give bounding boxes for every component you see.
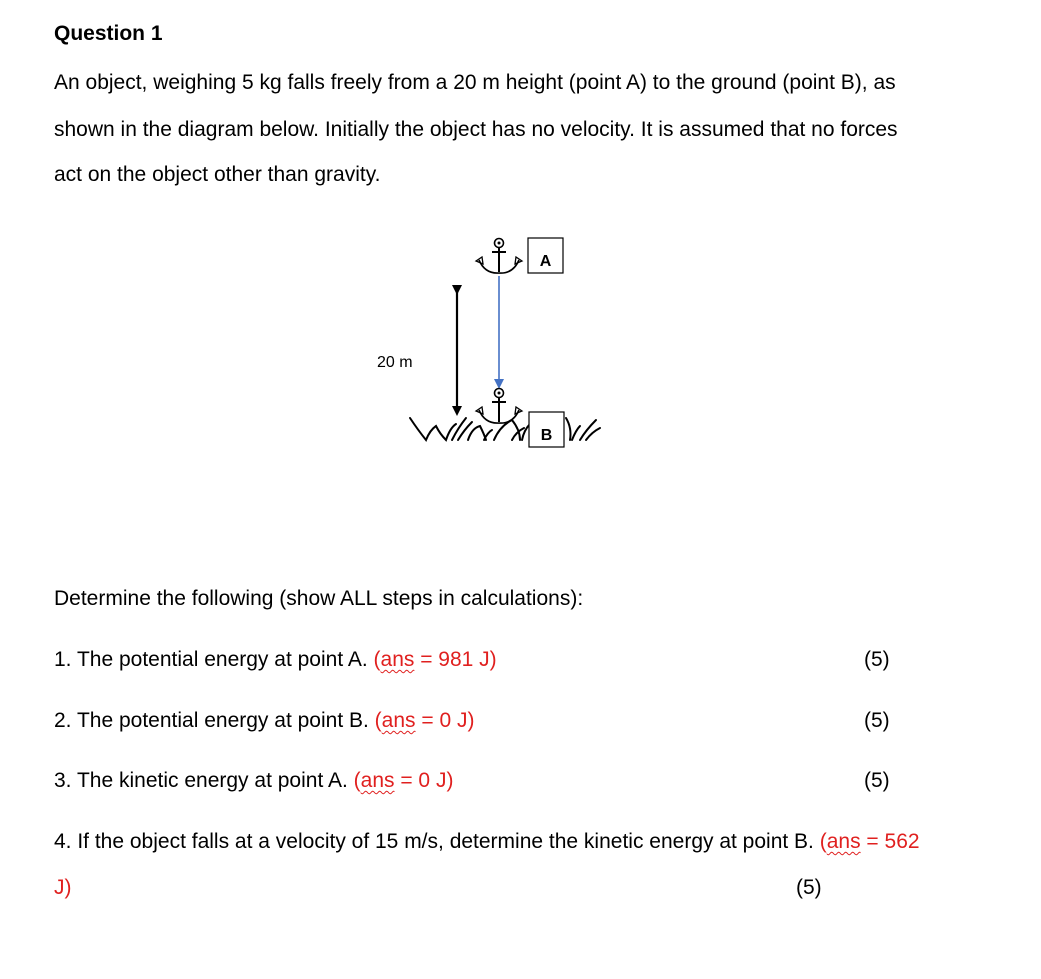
question-1-marks: (5): [864, 648, 890, 671]
question-2: [54, 709, 474, 733]
question-4-answer: (ans = 562: [819, 830, 920, 853]
question-4-answer-continued: J): [54, 876, 72, 899]
question-1: [54, 648, 497, 672]
question-3-answer: (ans = 0 J): [353, 769, 454, 792]
question-2-text: 2. The potential energy at point B.: [54, 709, 375, 732]
question-2-marks: (5): [864, 709, 890, 732]
point-b-label: B: [540, 427, 553, 444]
object-at-b-icon: [476, 389, 522, 424]
question-3: [54, 769, 453, 793]
grass-ground-icon: [410, 418, 600, 440]
question-1-text: 1. The potential energy at point A.: [54, 648, 374, 671]
intro-line-2: shown in the diagram below. Initially the object has no velocity. It is assumed that no forces: [54, 118, 898, 141]
height-label: 20 m: [377, 354, 413, 371]
question-heading: Question 1: [54, 22, 163, 45]
intro-line-1: An object, weighing 5 kg falls freely from a 20 m height (point A) to the ground (point B), as: [54, 71, 896, 94]
object-at-a-icon: [476, 239, 522, 274]
question-4-marks: (5): [796, 876, 822, 899]
intro-line-3: act on the object other than gravity.: [54, 163, 381, 186]
question-4-text: 4. If the object falls at a velocity of 15 m/s, determine the kinetic energy at point B.: [54, 830, 820, 853]
question-4: [54, 830, 920, 854]
question-3-text: 3. The kinetic energy at point A.: [54, 769, 354, 792]
question-2-answer: (ans = 0 J): [374, 709, 475, 732]
instructions: Determine the following (show ALL steps in calculations):: [54, 587, 584, 610]
question-3-marks: (5): [864, 769, 890, 792]
point-a-label: A: [539, 253, 552, 270]
question-1-answer: (ans = 981 J): [373, 648, 497, 671]
